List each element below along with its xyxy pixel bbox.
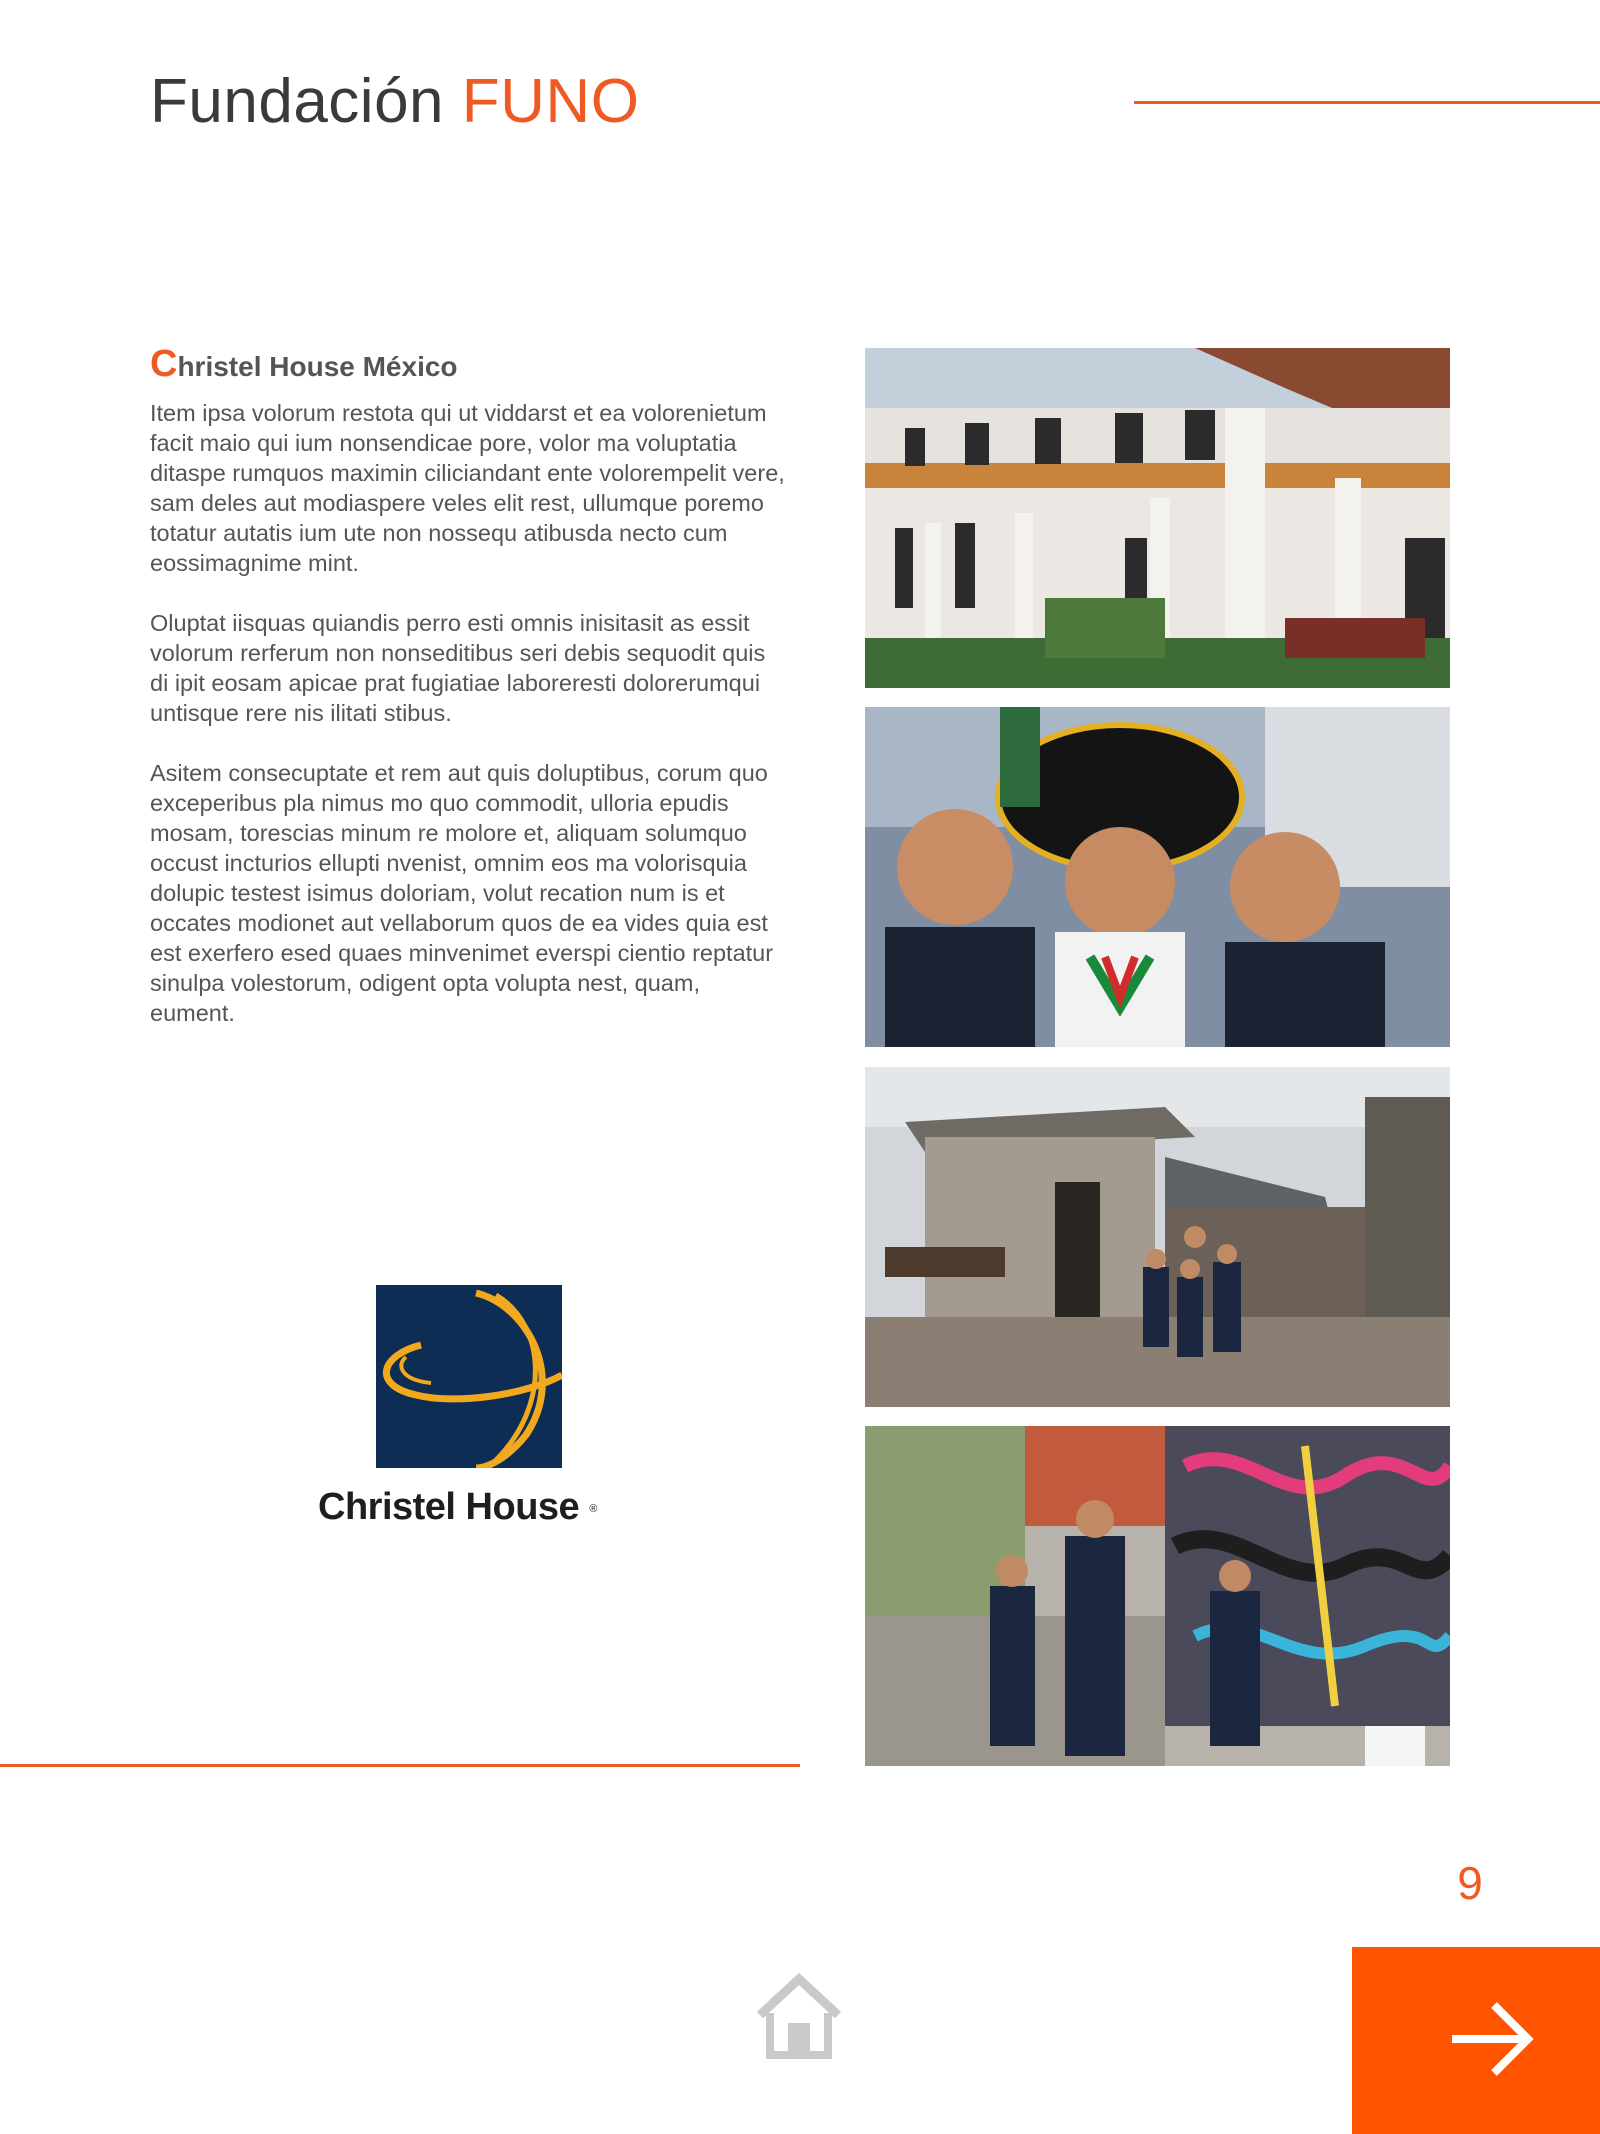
photo-boys-graffiti <box>865 1426 1450 1766</box>
heading-text: hristel House México <box>177 351 458 382</box>
home-icon <box>752 1971 846 2061</box>
logo-wordmark: Christel House ® <box>318 1486 597 1528</box>
christel-house-logo <box>318 1285 638 1535</box>
paragraph-3: Asitem consecuptate et rem aut quis doluptibus, corum quo exceperibus pla nimus mo quo commodit, ulloria epudis mosam, torescias minum re molore et, aliquam solumquo occust incturios ellupti nvenist, omnim eos ma volorisquia dolupic testest isimus doloriam, volut recation num is et occates modionet aut vellaborum quos de ea vides quia est est exerfero esed quaes minvenimet everspi cientio reptatur sinulpa volestorum, odigent opta volupta nest, quam, eument. <box>150 760 774 1026</box>
title-main: Fundación <box>150 67 445 136</box>
next-page-button[interactable] <box>1352 1947 1600 2134</box>
section-heading <box>150 343 458 386</box>
page-number: 9 <box>1457 1857 1483 1909</box>
home-button[interactable] <box>752 1971 846 2061</box>
top-accent-rule <box>1134 101 1600 104</box>
globe-logo-icon <box>376 1285 562 1468</box>
bottom-accent-rule <box>0 1764 800 1767</box>
photo-children-celebration <box>865 707 1450 1047</box>
body-text <box>150 398 790 1058</box>
arrow-right-icon <box>1448 1999 1536 2079</box>
paragraph-1: Item ipsa volorum restota qui ut viddarst et ea volorenietum facit maio qui ium nonsendicae pore, volor ma voluptatia ditaspe rumquos maximin ciliciandant ente volorempelit vere, sam deles aut modiaspere veles elit rest, ullumque poremo totatur autatis ium ute non nossequ atibusda necto cum eossimagnime mint. <box>150 400 785 576</box>
photo-family-home <box>865 1067 1450 1407</box>
title-brand: FUNO <box>461 67 640 136</box>
paragraph-2: Oluptat iisquas quiandis perro esti omnis inisitasit as essit volorum rerferum non nonseditibus seri debis sequodit quis di ipit eosam apicae prat fugiatiae laboreresti dolorerumqui untisque rere nis ilitati stibus. <box>150 610 766 726</box>
page-title <box>150 66 639 137</box>
heading-initial: C <box>150 343 178 385</box>
photo-school-building <box>865 348 1450 688</box>
